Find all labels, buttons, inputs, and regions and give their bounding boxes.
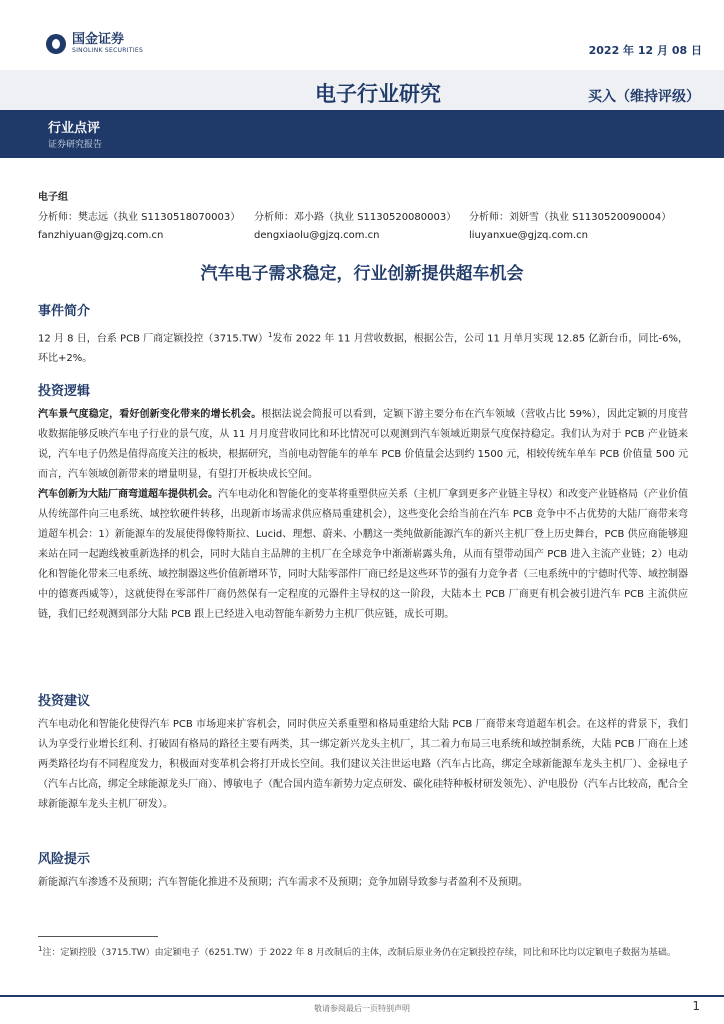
- section-event: [38, 300, 688, 369]
- page-number: 1: [692, 999, 700, 1013]
- section-logic: [38, 380, 688, 625]
- logic-paragraph-1: 汽车景气度稳定，看好创新变化带来的增长机会。根据法说会简报可以看到，定颖下游主要分布在汽车领域（营收占比 59%），因此定颖的月度营收数据能够反映汽车电子行业的景气度，从 11 月月度营收同比和环比情况可以观测到汽车领域近期景气度保持稳定。我们认为对于 PCB 产业链来说，汽车电子仍然是值得高度关注的板块，根据研究，当前电动智能车的单车 PCB 价值量会达到约 1500 元，相较传统车单车 PCB 价值量 500 元而言，汽车领域创新带来的增量明显，有望打开板块成长空间。: [38, 409, 689, 480]
- report-type: 行业点评: [48, 121, 101, 136]
- analyst-name: 分析师：邓小路（执业 S1130520080003）: [254, 212, 457, 223]
- analyst-name: 分析师：樊志远（执业 S1130518070003）: [38, 212, 241, 223]
- report-subtype: 证券研究报告: [48, 140, 103, 150]
- footnote-divider: [38, 936, 158, 937]
- rating-label: 买入（维持评级）: [588, 89, 700, 105]
- company-logo: [46, 33, 143, 54]
- report-date: 2022 年 12 月 08 日: [588, 44, 702, 57]
- section-title: 投资逻辑: [38, 384, 91, 399]
- analyst-email[interactable]: fanzhiyuan@gjzq.com.cn: [38, 230, 164, 241]
- section-title: 投资建议: [38, 694, 91, 709]
- section-title: 风险提示: [38, 852, 91, 867]
- footnote-ref: 1: [268, 331, 273, 339]
- advice-paragraph: 汽车电动化和智能化使得汽车 PCB 市场迎来扩容机会，同时供应关系重塑和格局重建给大陆 PCB 厂商带来弯道超车机会。在这样的背景下，我们认为享受行业增长红利、打破固有格局的路径主要有两类，其一绑定新兴龙头主机厂，其二着力布局三电系统和域控制系统，大陆 PCB 厂商在上述两类路径均有不同程度发力，积极面对变革机会将打开成长空间。我们建议关注世运电路（汽车占比高，绑定全球新能源车龙头主机厂）、金禄电子（汽车占比高，绑定全球能源龙头厂商）、博敏电子（配合国内造车新势力定点研发、碳化硅特种板材研发领先）、沪电股份（汽车占比较高，配合全球新能源车龙头主机厂研发）。: [38, 719, 688, 810]
- analyst-name: 分析师：刘妍雪（执业 S1130520090004）: [469, 212, 672, 223]
- analyst-group: 电子组: [38, 192, 68, 203]
- section-advice: [38, 690, 688, 815]
- analyst-email[interactable]: dengxiaolu@gjzq.com.cn: [254, 230, 380, 241]
- footnote: $^1$注：定颖控股（3715.TW）由定颖电子（6251.TW）于 2022 年 8 月改制后的主体，改制后原业务仍在定颖投控存续，同比和环比均以定颖电子数据为基础。: [38, 945, 676, 958]
- report-header: [0, 0, 724, 168]
- logo-name-en: SINOLINK SECURITIES: [72, 47, 144, 54]
- event-paragraph: 12 月 8 日，台系 PCB 厂商定颖投控$(3715.TW)^1$发布 2022 年 11 月营收数据，根据公告，公司 11 月单月实现 12.85 亿新台币，同比-6%，环比+2%。: [38, 331, 688, 365]
- logo-name: 国金证券: [72, 32, 125, 47]
- footer-divider: [0, 995, 724, 997]
- report-title: 电子行业研究: [315, 82, 441, 106]
- logic-paragraph-2: 汽车创新为大陆厂商弯道超车提供机会。汽车电动化和智能化的变革将重塑供应关系（主机厂拿到更多产业链主导权）和改变产业链格局（产业价值从传统部件向三电系统、域控软硬件转移，出现新市场需求供应格局重建机会），这些变化会给当前在汽车 PCB 竞争中不占优势的大陆厂商带来弯道超车机会：1）新能源车的发展使得像特斯拉、Lucid、理想、蔚来、小鹏这一类纯做新能源汽车的新兴主机厂登上历史舞台，PCB 供应商能够迎来站在同一起跑线被重新选择的机会，同时大陆自主品牌的主机厂在全球竞争中渐渐崭露头角，从而有望带动国产 PCB 进入主流产业链；2）电动化和智能化带来三电系统、域控制器这些价值新增环节，同时大陆零部件厂商已经是这些环节的强有力竞争者（三电系统中的宁德时代等、域控制器中的德赛西威等），这就使得在零部件厂商仍然保有一定程度的元器件主导权的这一阶段，大陆本土 PCB 厂商更有机会被引进汽车 PCB 主流供应链，我们已经观测到部分大陆 PCB 跟上已经进入电动智能车新势力主机厂供应链，成长可期。: [38, 489, 688, 620]
- logo-icon: [46, 34, 66, 54]
- analyst-email[interactable]: liuyanxue@gjzq.com.cn: [469, 230, 588, 241]
- section-title: 事件简介: [38, 304, 91, 319]
- category-band: [0, 110, 724, 158]
- risk-paragraph: 新能源汽车渗透不及预期；汽车智能化推进不及预期；汽车需求不及预期；竞争加剧导致参与者盈利不及预期。: [38, 877, 528, 888]
- analyst-block: [38, 188, 698, 248]
- section-risk: [38, 848, 688, 893]
- report-headline: 汽车电子需求稳定，行业创新提供超车机会: [200, 264, 524, 284]
- disclaimer-note: 敬请参阅最后一页特别声明: [314, 1004, 410, 1013]
